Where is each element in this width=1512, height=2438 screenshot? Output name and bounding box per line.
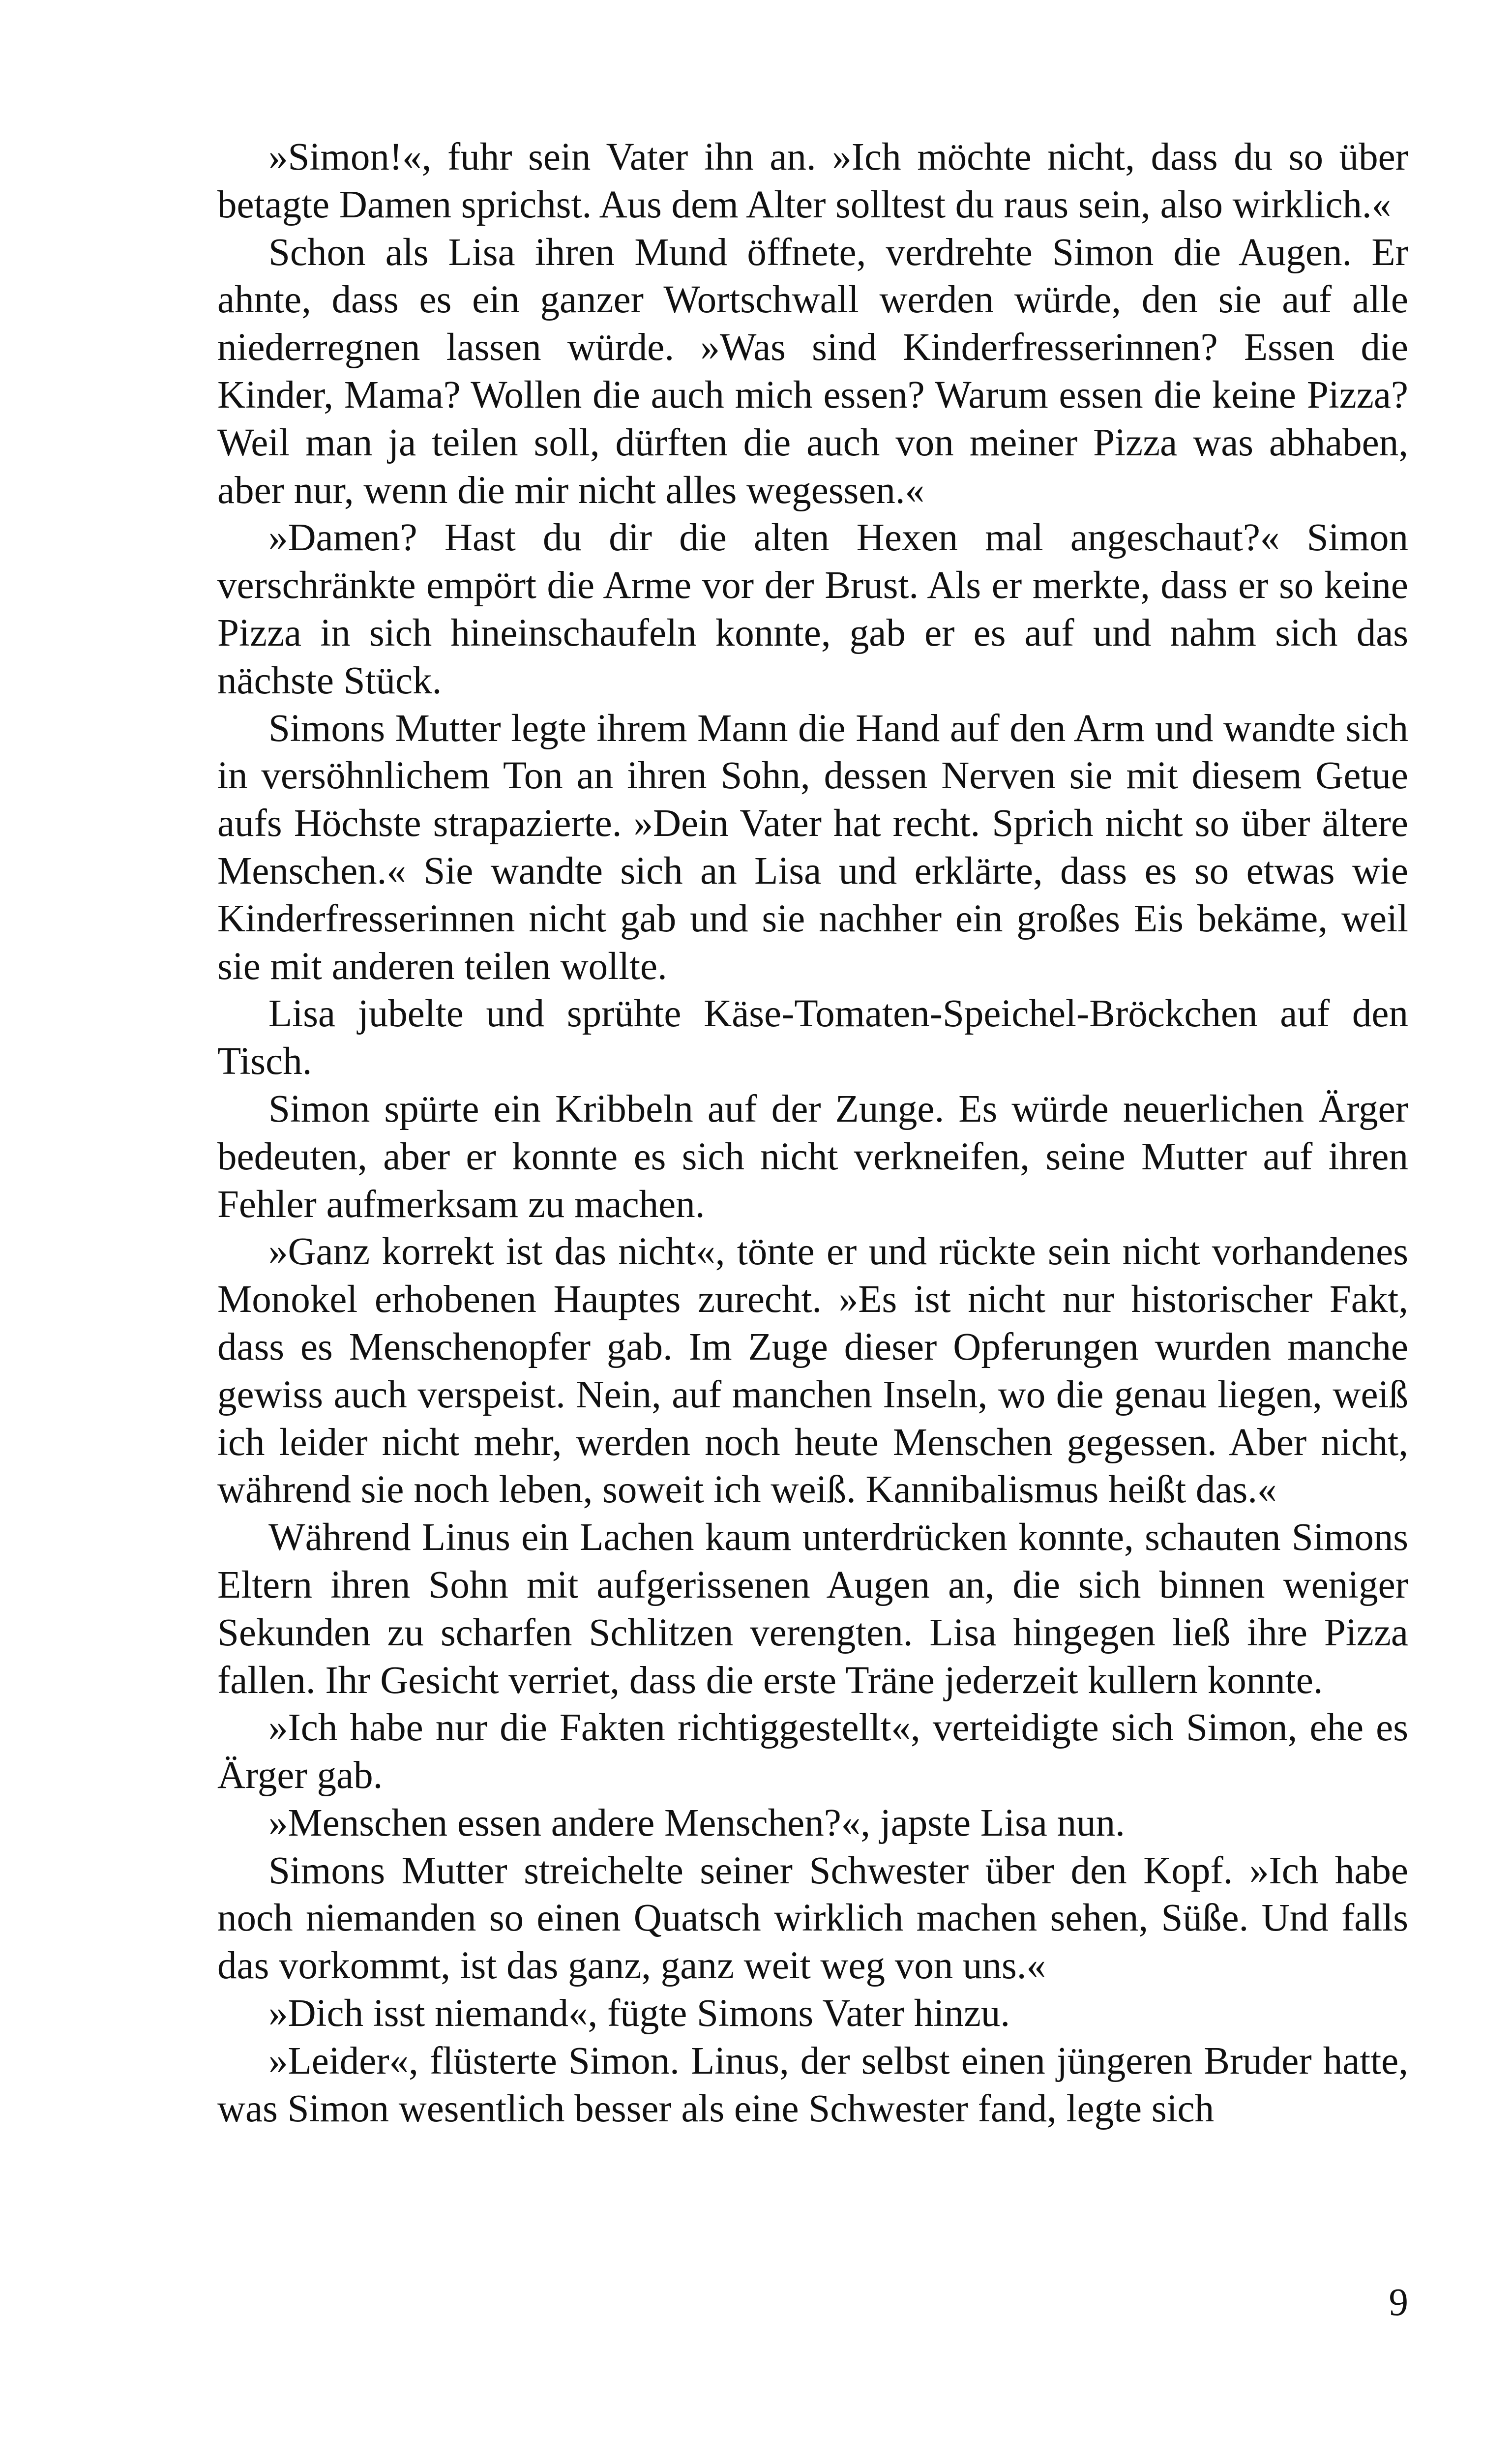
paragraph: »Ganz korrekt ist das nicht«, tönte er und rückte sein nicht vorhandenes Monokel erhobenen Hauptes zurecht. »Es ist nicht nur historischer Fakt, dass es Menschenopfer gab. Im Zuge dieser Opferungen wurden manche gewiss auch verspeist. Nein, auf manchen Inseln, wo die genau liegen, weiß ich leider nicht mehr, werden noch heute Menschen gegessen. Aber nicht, während sie noch leben, soweit ich weiß. Kannibalismus heißt das.« bbox=[217, 1230, 1408, 1512]
paragraph: Simon spürte ein Kribbeln auf der Zunge. Es würde neuerlichen Ärger bedeuten, aber er konnte es sich nicht verkneifen, seine Mutter auf ihren Fehler aufmerksam zu machen. bbox=[217, 1087, 1408, 1226]
paragraph: Simons Mutter legte ihrem Mann die Hand auf den Arm und wandte sich in versöhnlichem Ton an ihren Sohn, dessen Nerven sie mit diesem Getue aufs Höchste strapazierte. »Dein Vater hat recht. Sprich nicht so über ältere Menschen.« Sie wandte sich an Lisa und erklärte, dass es so etwas wie Kinderfresserinnen nicht gab und sie nachher ein großes Eis bekäme, weil sie mit anderen teilen wollte. bbox=[217, 707, 1408, 988]
paragraph: »Simon!«, fuhr sein Vater ihn an. »Ich möchte nicht, dass du so über betagte Damen sprichst. Aus dem Alter solltest du raus sein, also wirklich.« bbox=[217, 136, 1408, 226]
body-text bbox=[217, 134, 1408, 2133]
paragraph: »Dich isst niemand«, fügte Simons Vater hinzu. bbox=[268, 1992, 1010, 2035]
page-number: 9 bbox=[1389, 2281, 1408, 2324]
paragraph: Lisa jubelte und sprühte Käse-Tomaten-Speichel-Bröckchen auf den Tisch. bbox=[217, 992, 1408, 1083]
paragraph: »Damen? Hast du dir die alten Hexen mal angeschaut?« Simon verschränkte empört die Arme vor der Brust. Als er merkte, dass er so keine Pizza in sich hineinschaufeln konnte, gab er es auf und nahm sich das nächste Stück. bbox=[217, 516, 1408, 702]
paragraph: Schon als Lisa ihren Mund öffnete, verdrehte Simon die Augen. Er ahnte, dass es ein ganzer Wortschwall werden würde, den sie auf alle niederregnen lassen würde. »Was sind Kinderfresserinnen? Essen die Kinder, Mama? Wollen die auch mich essen? Warum essen die keine Pizza? Weil man ja teilen soll, dürften die auch von meiner Pizza was abhaben, aber nur, wenn die mir nicht alles wegessen.« bbox=[217, 231, 1408, 512]
paragraph: »Ich habe nur die Fakten richtiggestellt«, verteidigte sich Simon, ehe es Ärger gab. bbox=[217, 1706, 1408, 1797]
paragraph: Während Linus ein Lachen kaum unterdrücken konnte, schauten Simons Eltern ihren Sohn mit aufgerissenen Augen an, die sich binnen weniger Sekunden zu scharfen Schlitzen verengten. Lisa hingegen ließ ihre Pizza fallen. Ihr Gesicht verriet, dass die erste Träne jederzeit kullern konnte. bbox=[217, 1516, 1408, 1702]
paragraph: »Menschen essen andere Menschen?«, japste Lisa nun. bbox=[268, 1801, 1125, 1844]
paragraph: »Leider«, flüsterte Simon. Linus, der selbst einen jüngeren Bruder hatte, was Simon wesentlich besser als eine Schwester fand, legte sich bbox=[217, 2039, 1408, 2130]
paragraph: Simons Mutter streichelte seiner Schwester über den Kopf. »Ich habe noch niemanden so einen Quatsch wirklich machen sehen, Süße. Und falls das vorkommt, ist das ganz, ganz weit weg von uns.« bbox=[217, 1849, 1408, 1988]
